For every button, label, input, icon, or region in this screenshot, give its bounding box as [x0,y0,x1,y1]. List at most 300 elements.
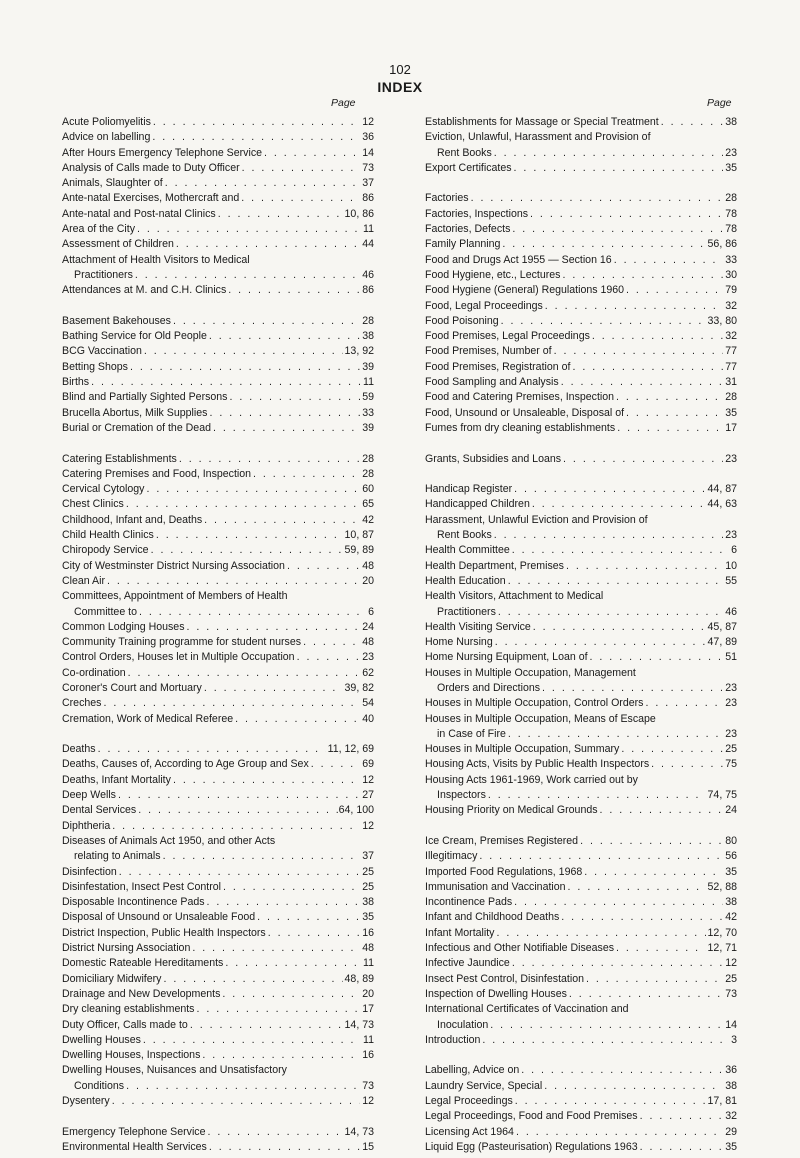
entry-page-number: 20 [362,987,374,1000]
entry-label: Factories [425,192,469,205]
dot-leader [554,344,724,359]
entry-label: Analysis of Calls made to Duty Officer [62,161,240,174]
dot-leader [153,115,360,130]
dot-leader [584,865,723,880]
entry-label: Infant and Childhood Deaths [425,911,560,924]
entry-label: Committees, Appointment of Members of Health [62,590,288,603]
index-entry [425,865,737,880]
entry-page-number: 11, 12, 69 [327,743,374,756]
entry-label: Assessment of Children [62,238,174,251]
dot-leader [512,543,729,558]
index-entry [62,987,374,1002]
entry-page-number: 35 [725,865,737,878]
entry-label: Betting Shops [62,360,128,373]
entry-page-number: 38 [362,896,374,909]
index-entry [425,956,737,971]
index-entry [425,849,737,864]
dot-leader [242,161,361,176]
index-entry [62,941,374,956]
dot-leader [130,360,360,375]
entry-page-number: 37 [362,177,374,190]
entry-label: Legal Proceedings [425,1095,513,1107]
dot-leader [572,360,723,375]
dot-leader [235,712,360,727]
entry-page-number: 17 [725,421,737,434]
dot-leader [190,1018,343,1033]
entry-label: Environmental Health Services [62,1140,207,1153]
entry-page-number: 74, 75 [707,789,737,802]
entry-page-number: 16 [362,926,374,939]
entry-page-number: 51 [725,651,737,664]
entry-label: Chiropody Service [62,544,149,557]
entry-page-number: 32 [725,1110,737,1123]
entry-label: Basement Bakehouses [62,314,171,327]
dot-leader [545,299,723,314]
entry-label: Dwelling Houses, Inspections [62,1049,201,1062]
index-entry [425,482,737,497]
entry-page-number: 56, 86 [707,238,737,251]
dot-leader [213,421,360,436]
entry-page-number: 12, 71 [707,942,737,955]
entry-label: Diseases of Animals Act 1950, and other Acts [62,834,276,847]
entry-page-number: 33 [725,253,737,266]
entry-page-number: 48 [362,942,374,955]
entry-page-number: 11 [363,957,374,970]
index-entry [425,696,737,711]
entry-label: Insect Pest Control, Disinfestation [425,972,584,985]
entry-label: Immunisation and Vaccination [425,880,566,893]
dot-leader [640,1109,724,1124]
entry-page-number: 25 [362,865,374,878]
dot-leader [126,1079,360,1094]
entry-page-number: 15 [362,1140,374,1153]
entry-label: Food Sampling and Analysis [425,376,559,389]
entry-label: Health Education [425,574,506,587]
entry-label: Childhood, Infant and, Deaths [62,513,203,526]
entry-page-number: 44 [362,238,374,251]
dot-leader [645,696,723,711]
dot-leader [118,788,360,803]
entry-page-number: 23 [725,727,737,740]
entry-page-number: 75 [725,758,737,771]
entry-page-number: 23 [725,681,737,694]
index-entry [62,803,374,818]
entry-label: Inspection of Dwelling Houses [425,987,567,1000]
dot-leader [152,130,360,145]
entry-page-number: 30 [725,268,737,281]
entry-page-number: 42 [725,911,737,924]
entry-label: Child Health Clinics [62,529,154,542]
entry-label: Home Nursing Equipment, Loan of [425,651,588,664]
entry-label: Housing Priority on Medical Grounds [425,804,598,817]
dot-leader [496,926,705,941]
dot-leader [661,115,723,130]
dot-leader [616,390,723,405]
entry-page-number: 35 [725,406,737,419]
index-entry [425,299,737,314]
entry-label: Orders and Directions [437,681,541,694]
index-entry [425,237,737,252]
index-entry [62,1094,374,1109]
index-entry [62,222,374,237]
index-entry [425,1094,737,1109]
entry-label: Practitioners [437,605,496,618]
dot-leader [165,176,361,191]
entry-page-number: 38 [725,1079,737,1092]
entry-label: District Nursing Association [62,942,191,955]
index-entry [62,559,374,574]
index-left-column [62,115,374,1155]
entry-label: Housing Acts 1961-1969, Work carried out by [425,773,638,786]
entry-label: Fumes from dry cleaning establishments [425,421,616,434]
entry-label: Ante-natal Exercises, Mothercraft and [62,192,240,205]
index-entry [62,115,374,130]
entry-label: Committee to [74,605,137,618]
entry-label: Ante-natal and Post-natal Clinics [62,207,216,220]
dot-leader [202,1048,360,1063]
dot-leader [112,1094,361,1109]
index-entry [62,191,374,206]
index-entry [62,1079,374,1094]
index-entry [62,161,374,176]
entry-page-number: 25 [725,743,737,756]
index-entry [62,666,374,681]
dot-leader [241,191,360,206]
dot-leader [512,956,723,971]
index-entry [62,329,374,344]
dot-leader [143,1033,361,1048]
entry-page-number: 36 [362,131,374,144]
index-entry [62,865,374,880]
index-entry [425,712,737,727]
entry-label: Catering Premises and Food, Inspection [62,467,252,480]
entry-label: Co-ordination [62,666,126,679]
dot-leader [561,375,724,390]
index-entry [425,1063,737,1078]
index-entry [425,972,737,987]
index-entry [62,773,374,788]
entry-label: Laundry Service, Special [425,1079,543,1092]
entry-page-number: 42 [362,513,374,526]
index-entry [62,849,374,864]
index-entry [425,452,737,467]
entry-label: Handicap Register [425,483,513,496]
entry-page-number: 3 [731,1033,737,1046]
entry-page-number: 39 [362,360,374,373]
entry-label: Grants, Subsidies and Loans [425,452,562,465]
dot-leader [176,237,360,252]
entry-page-number: 59 [362,391,374,404]
index-entry [62,375,374,390]
index-entry [62,910,374,925]
dot-leader [98,742,326,757]
entry-page-number: 86 [362,284,374,297]
right-page-heading: Page [707,97,732,109]
entry-page-number: 77 [725,360,737,373]
entry-page-number: 6 [731,544,737,557]
dot-leader [138,803,334,818]
entry-label: Harassment, Unlawful Eviction and Provision of [425,513,648,526]
index-entry [425,222,737,237]
entry-page-number: 11 [363,223,374,236]
dot-leader [297,650,361,665]
dot-leader [218,207,343,222]
entry-page-number: 27 [362,789,374,802]
entry-label: Attachment of Health Visitors to Medical [62,253,250,266]
dot-leader [303,635,360,650]
index-entry [62,574,374,589]
index-entry [425,727,737,742]
entry-page-number: 80 [725,834,737,847]
dot-leader [521,1063,723,1078]
index-entry [425,650,737,665]
dot-leader [204,513,360,528]
index-entry [62,543,374,558]
entry-page-number: 17 [362,1003,374,1016]
index-entry [425,421,737,436]
entry-page-number: 69 [362,758,374,771]
dot-leader [533,620,706,635]
entry-page-number: 38 [725,896,737,909]
entry-label: Legal Proceedings, Food and Food Premises [425,1110,638,1123]
entry-page-number: 13, 92 [344,345,374,358]
dot-leader [617,421,723,436]
entry-page-number: 23 [362,651,374,664]
index-entry [425,268,737,283]
entry-label: Domestic Rateable Hereditaments [62,957,224,970]
dot-leader [228,283,360,298]
dot-leader [488,788,706,803]
index-entry [425,1018,737,1033]
dot-leader [179,452,360,467]
entry-label: Food Premises, Registration of [425,360,571,373]
index-entry [425,574,737,589]
entry-page-number: 33 [362,406,374,419]
index-entry [425,146,737,161]
entry-label: Emergency Telephone Service [62,1125,206,1138]
index-entry [425,1109,737,1124]
entry-label: Conditions [74,1079,125,1092]
dot-leader [621,742,723,757]
dot-leader [514,161,724,176]
left-page-heading: Page [331,97,356,109]
entry-label: Control Orders, Houses let in Multiple Occupation [62,651,295,664]
index-entry [62,834,374,849]
entry-label: Births [62,376,90,389]
entry-label: Creches [62,697,102,710]
dot-leader [204,681,343,696]
entry-label: International Certificates of Vaccination and [425,1003,629,1016]
entry-page-number: 14 [725,1018,737,1031]
index-entry [425,344,737,359]
entry-label: Food and Drugs Act 1955 — Section 16 [425,253,612,266]
entry-label: Inspectors [437,789,486,802]
dot-leader [542,681,723,696]
index-entry [425,314,737,329]
index-entry [425,788,737,803]
dot-leader [209,406,360,421]
dot-leader [508,574,724,589]
entry-page-number: 37 [362,850,374,863]
index-right-column [425,115,737,1155]
entry-page-number: 23 [725,529,737,542]
entry-page-number: 14 [362,146,374,159]
entry-label: Animals, Slaughter of [62,177,163,190]
entry-page-number: 86 [362,192,374,205]
index-entry [62,528,374,543]
dot-leader [516,1125,723,1140]
index-entry [425,375,737,390]
dot-leader [482,1033,729,1048]
entry-label: Introduction [425,1033,481,1046]
entry-page-number: 10, 87 [344,529,374,542]
index-entry [425,1125,737,1140]
entry-label: Imported Food Regulations, 1968 [425,865,583,878]
entry-label: relating to Animals [74,850,161,863]
index-entry [425,130,737,145]
entry-page-number: 14, 73 [344,1018,374,1031]
entry-page-number: 59, 89 [344,544,374,557]
entry-label: Deaths [62,743,96,756]
index-entry [62,237,374,252]
entry-page-number: 39 [362,421,374,434]
index-entry [62,344,374,359]
index-entry [425,360,737,375]
entry-page-number: 25 [725,972,737,985]
entry-page-number: 78 [725,207,737,220]
entry-page-number: 65 [362,498,374,511]
dot-leader [614,253,724,268]
entry-label: Factories, Inspections [425,207,529,220]
entry-page-number: 24 [725,804,737,817]
dot-leader [257,910,360,925]
index-entry [62,421,374,436]
entry-label: Food Poisoning [425,314,499,327]
entry-label: Health Committee [425,544,510,557]
dot-leader [268,926,360,941]
entry-gap [62,299,374,314]
index-entry [62,819,374,834]
dot-leader [532,497,706,512]
index-entry [62,880,374,895]
entry-page-number: 28 [362,467,374,480]
index-entry [425,895,737,910]
entry-label: Attendances at M. and C.H. Clinics [62,284,227,297]
entry-page-number: 11 [363,376,374,389]
index-entry [62,605,374,620]
dot-leader [128,666,361,681]
dot-leader [209,329,360,344]
entry-page-number: 20 [362,574,374,587]
entry-label: Dwelling Houses, Nuisances and Unsatisfactory [62,1064,287,1077]
entry-label: After Hours Emergency Telephone Service [62,146,263,159]
index-entry [425,1140,737,1155]
entry-label: Housing Acts, Visits by Public Health Inspectors [425,758,650,771]
entry-page-number: 24 [362,620,374,633]
entry-page-number: 12 [362,1095,374,1107]
index-entry [62,926,374,941]
entry-page-number: 33, 80 [707,314,737,327]
entry-page-number: 32 [725,299,737,312]
entry-page-number: 14, 73 [344,1125,374,1138]
dot-leader [196,1002,360,1017]
dot-leader [144,344,343,359]
index-entry [425,207,737,222]
index-entry [62,207,374,222]
entry-page-number: 36 [725,1064,737,1077]
index-entry [425,161,737,176]
entry-page-number: 23 [725,146,737,159]
dot-leader [107,574,360,589]
dot-leader [502,237,705,252]
entry-page-number: 6 [368,605,374,618]
dot-leader [498,605,723,620]
entry-label: Dental Services [62,804,137,817]
entry-page-number: 23 [725,697,737,710]
dot-leader [264,146,360,161]
index-entry [425,497,737,512]
entry-label: Dwelling Houses [62,1033,141,1046]
index-entry [425,681,737,696]
entry-label: Food Hygiene, etc., Lectures [425,268,561,281]
entry-page-number: 28 [725,391,737,404]
index-entry [62,1048,374,1063]
entry-label: City of Westminster District Nursing Association [62,559,285,572]
index-entry [62,497,374,512]
dot-leader [103,696,360,711]
entry-label: Home Nursing [425,636,493,649]
entry-label: Handicapped Children [425,498,530,511]
index-entry [425,742,737,757]
entry-label: Houses in Multiple Occupation, Management [425,666,636,679]
entry-page-number: 28 [362,452,374,465]
entry-gap [62,436,374,451]
entry-label: Houses in Multiple Occupation, Means of Escape [425,712,656,725]
entry-label: BCG Vaccination [62,345,142,358]
index-entry [62,972,374,987]
entry-gap [425,1048,737,1063]
dot-leader [562,268,723,283]
entry-label: Acute Poliomyelitis [62,116,151,128]
entry-page-number: 62 [362,666,374,679]
dot-leader [287,559,360,574]
entry-page-number: 48, 89 [344,972,374,985]
entry-gap [425,176,737,191]
entry-label: Eviction, Unlawful, Harassment and Provision of [425,131,651,144]
entry-page-number: 35 [725,1140,737,1153]
index-entry [62,130,374,145]
index-entry [425,987,737,1002]
entry-label: Blind and Partially Sighted Persons [62,391,228,404]
dot-leader [209,1140,360,1155]
dot-leader [592,329,723,344]
entry-label: Disinfestation, Insect Pest Control [62,880,221,893]
entry-page-number: 17, 81 [707,1095,737,1107]
entry-label: Disinfection [62,865,117,878]
entry-page-number: 77 [725,345,737,358]
dot-leader [514,895,723,910]
index-entry [425,513,737,528]
dot-leader [590,650,724,665]
entry-page-number: 44, 63 [707,498,737,511]
entry-label: Labelling, Advice on [425,1064,520,1077]
entry-label: Health Visiting Service [425,620,531,633]
entry-page-number: 55 [725,574,737,587]
entry-label: Deep Wells [62,789,116,802]
index-entry [62,1018,374,1033]
entry-gap [425,819,737,834]
entry-label: Duty Officer, Calls made to [62,1018,188,1031]
